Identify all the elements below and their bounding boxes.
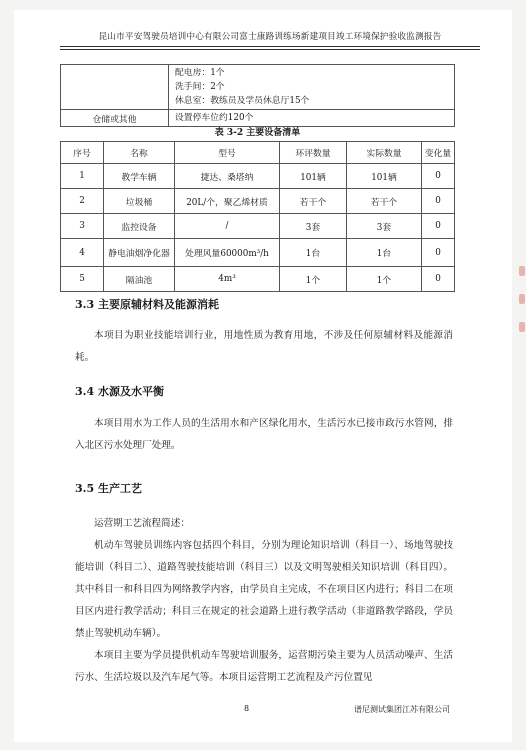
table-row	[61, 65, 455, 110]
section-heading-3-4: 3.4 水源及水平衡	[75, 385, 164, 398]
col-header: 型号	[175, 142, 280, 164]
row-label: 仓储或其他	[61, 110, 169, 127]
section-paragraph: 本项目为职业技能培训行业，用地性质为教育用地，不涉及任何原辅材料及能源消耗。	[75, 330, 453, 363]
cell-eia: 101辆	[280, 164, 347, 189]
cell-no: 3	[61, 214, 104, 239]
equipment-table	[60, 141, 455, 292]
section-paragraph: 运营期工艺流程简述：	[94, 518, 190, 529]
cell-change: 0	[422, 189, 455, 214]
facility-line: 洗手间：2个	[175, 82, 225, 92]
cell-eia: 若干个	[280, 189, 347, 214]
cell-actual: 若干个	[347, 189, 422, 214]
cell-actual: 1台	[347, 239, 422, 267]
footer-company: 谱尼测试集团江苏有限公司	[354, 705, 450, 714]
col-header: 序号	[61, 142, 104, 164]
cell-name: 监控设备	[104, 214, 175, 239]
cell-eia: 3套	[280, 214, 347, 239]
row-content	[169, 65, 455, 110]
cell-no: 5	[61, 267, 104, 292]
cell-actual: 1个	[347, 267, 422, 292]
table-row	[61, 239, 455, 267]
facility-line: 设置停车位约120个	[175, 113, 254, 123]
section-paragraph: 本项目主要为学员提供机动车驾驶培训服务，运营期污染主要为人员活动噪声、生活污水、生活垃圾以及汽车尾气等。本项目运营期工艺流程及产污位置见	[75, 650, 453, 683]
section-heading-3-3: 3.3 主要原辅材料及能源消耗	[75, 298, 219, 311]
facility-table	[60, 64, 455, 127]
cell-model: /	[175, 214, 280, 239]
cell-change: 0	[422, 267, 455, 292]
facility-line: 休息室：教练员及学员休息厅15个	[175, 96, 310, 106]
cell-model: 20L/个，聚乙烯材质	[175, 189, 280, 214]
cell-model: 捷达、桑塔纳	[175, 164, 280, 189]
table-row	[61, 110, 455, 127]
row-label	[61, 65, 169, 110]
section-paragraph: 本项目用水为工作人员的生活用水和产区绿化用水，生活污水已接市政污水管网，排入北区污水处理厂处理。	[75, 418, 453, 451]
col-header: 名称	[104, 142, 175, 164]
table-row	[61, 214, 455, 239]
page-number: 8	[244, 704, 250, 713]
cell-change: 0	[422, 214, 455, 239]
cell-name: 静电油烟净化器	[104, 239, 175, 267]
cell-actual: 101辆	[347, 164, 422, 189]
report-header: 昆山市平安驾驶员培训中心有限公司富士康路训练场新建项目竣工环境保护验收监测报告	[60, 30, 480, 47]
cell-name: 教学车辆	[104, 164, 175, 189]
section-paragraph: 机动车驾驶员训练内容包括四个科目，分别为理论知识培训（科目一）、场地驾驶技能培训（科目二）、道路驾驶技能培训（科目三）以及文明驾驶相关知识培训（科目四）。其中科目一和科目四为网络教学内容，由学员自主完成，不在项目区内进行；科目二在项目区内进行教学活动；科目三在规定的社会道路上进行教学活动（非道路教学路段，学员禁止驾驶机动车辆）。	[75, 540, 453, 639]
cell-no: 2	[61, 189, 104, 214]
cell-model: 4m³	[175, 267, 280, 292]
row-content	[169, 110, 455, 127]
col-header: 环评数量	[280, 142, 347, 164]
cell-no: 1	[61, 164, 104, 189]
section-heading-3-5: 3.5 生产工艺	[75, 482, 142, 495]
seal-edge-mark	[518, 260, 526, 380]
cell-change: 0	[422, 164, 455, 189]
cell-name: 垃圾桶	[104, 189, 175, 214]
table-header-row	[61, 142, 455, 164]
cell-eia: 1个	[280, 267, 347, 292]
cell-model: 处理风量60000m³/h	[175, 239, 280, 267]
cell-change: 0	[422, 239, 455, 267]
cell-eia: 1台	[280, 239, 347, 267]
cell-name: 隔油池	[104, 267, 175, 292]
cell-actual: 3套	[347, 214, 422, 239]
cell-no: 4	[61, 239, 104, 267]
table-row	[61, 189, 455, 214]
col-header: 实际数量	[347, 142, 422, 164]
facility-line: 配电房：1个	[175, 68, 225, 78]
table-row	[61, 164, 455, 189]
col-header: 变化量	[422, 142, 455, 164]
table-row	[61, 267, 455, 292]
table-caption: 表 3-2 主要设备清单	[214, 128, 301, 138]
